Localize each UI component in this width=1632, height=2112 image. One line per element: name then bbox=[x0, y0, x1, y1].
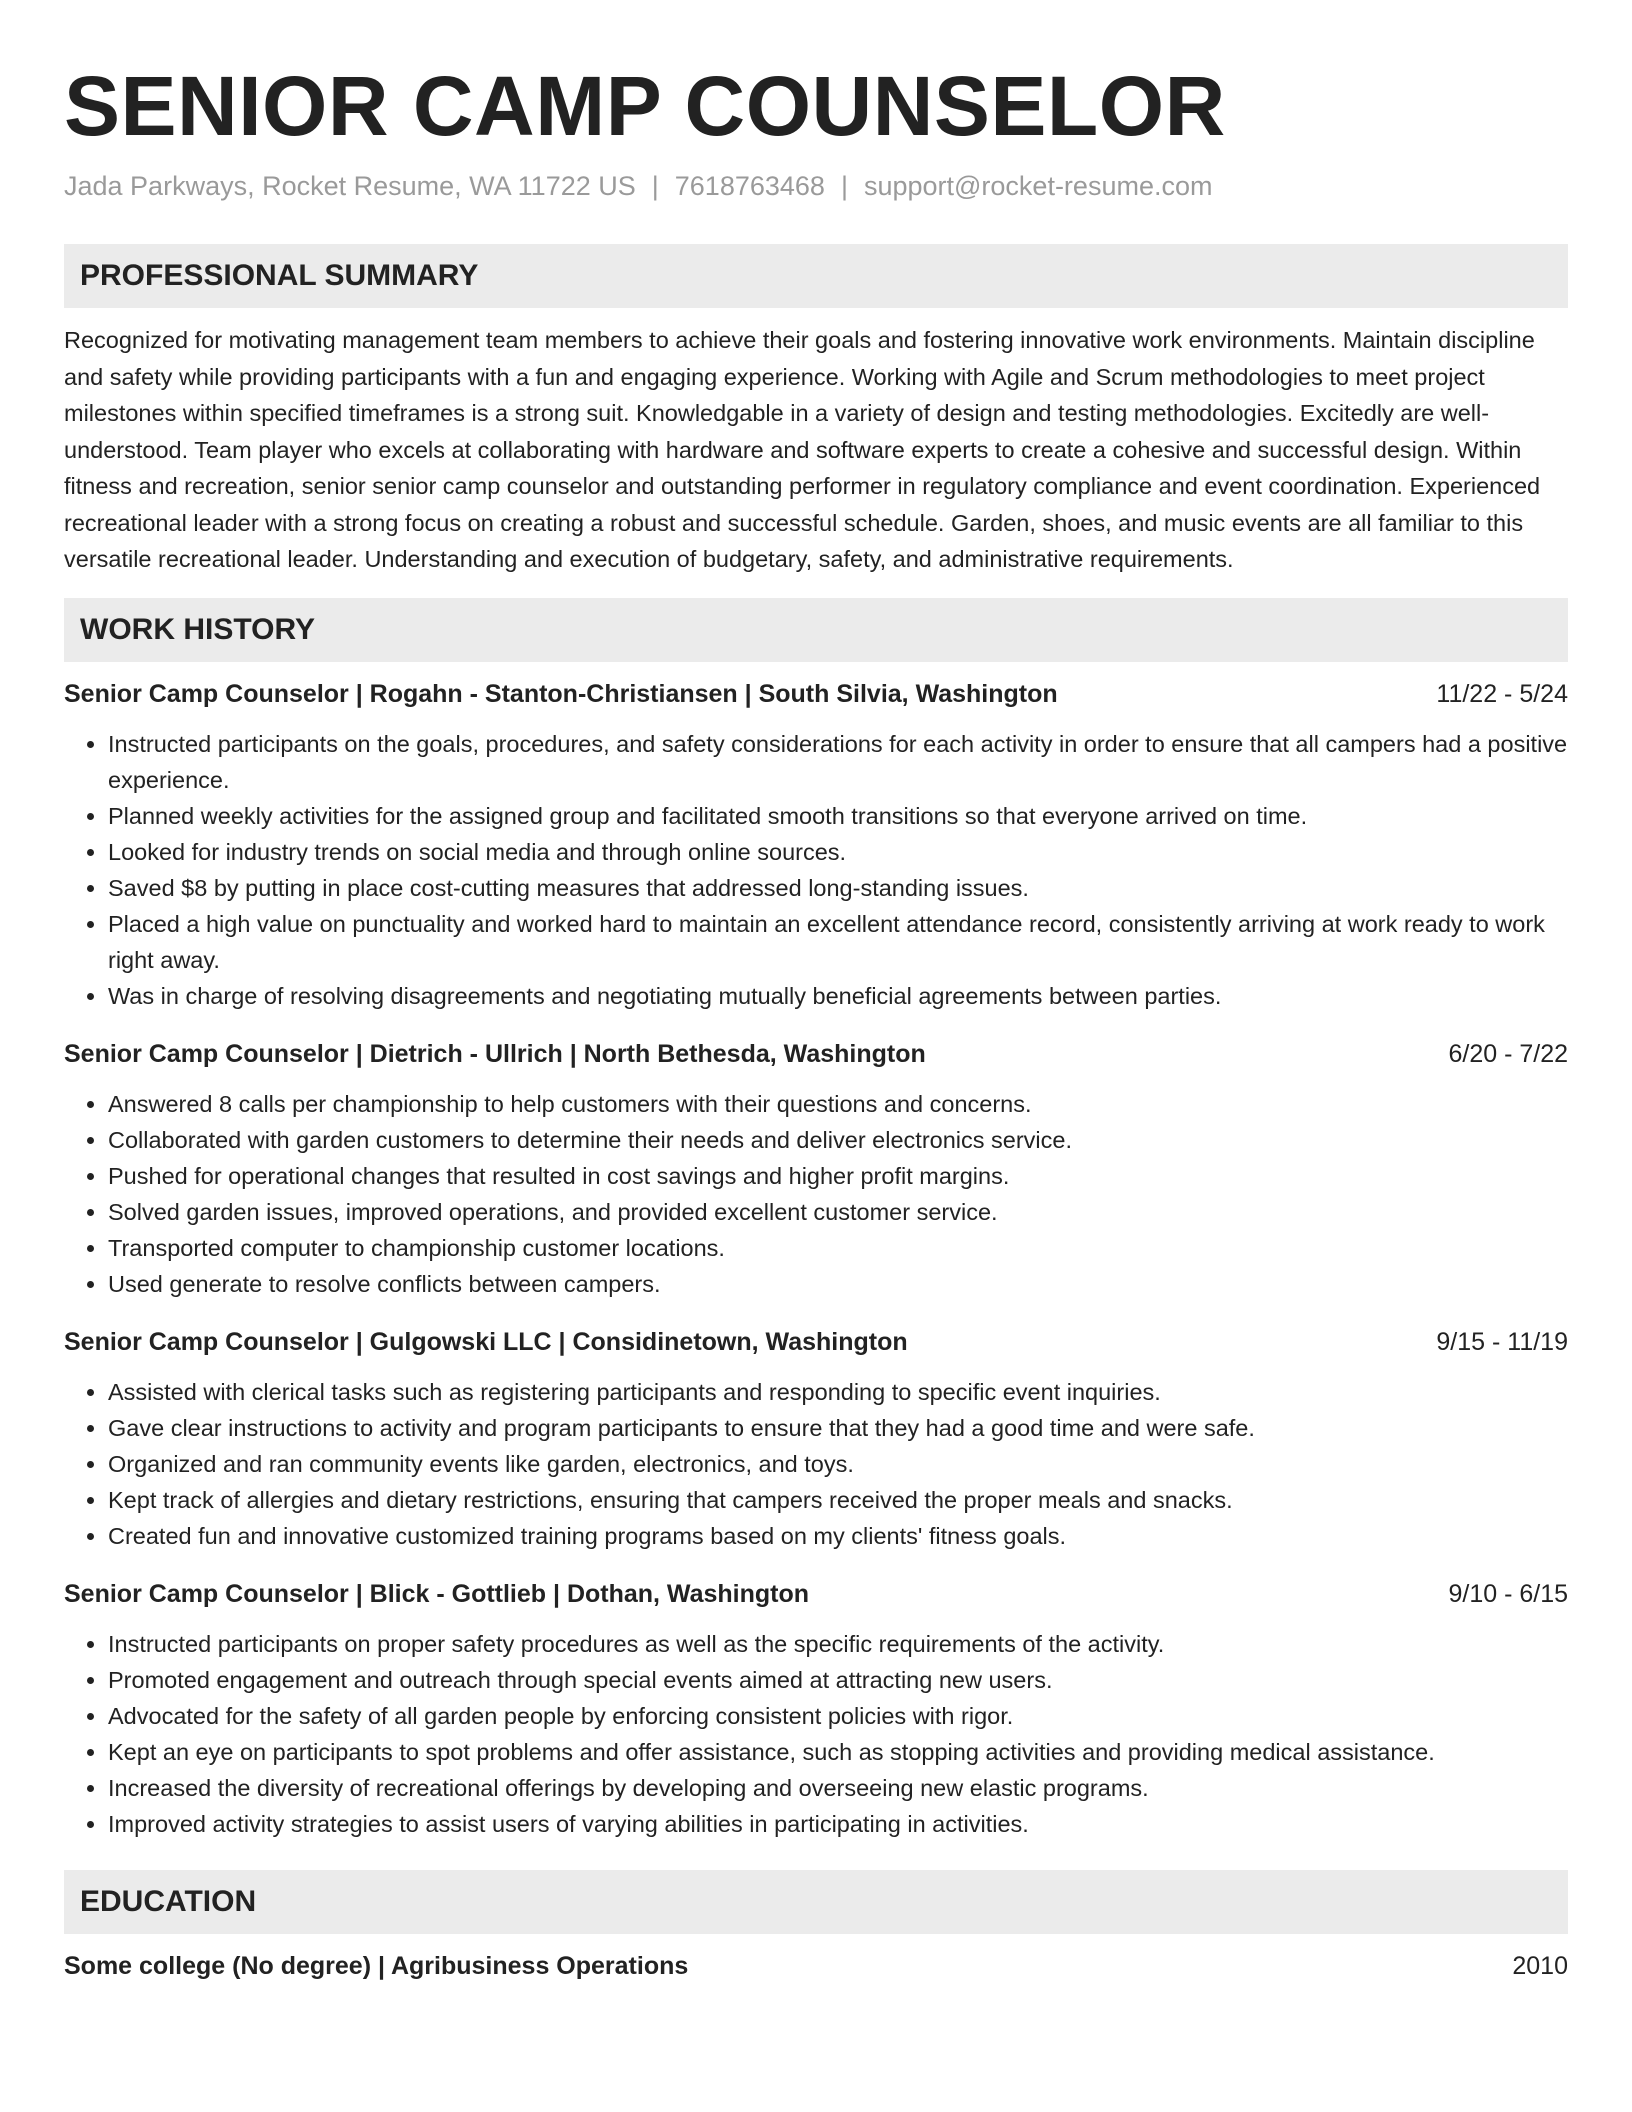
job-title: Senior Camp Counselor | Rogahn - Stanton-Christiansen | South Silvia, Washington bbox=[64, 679, 1058, 708]
education-degree: Some college (No degree) | Agribusiness Operations bbox=[64, 1951, 689, 1980]
job-header bbox=[64, 1324, 1568, 1360]
work-history-list bbox=[64, 676, 1568, 1842]
job-bullet: • Increased the diversity of recreational offerings by developing and overseeing new elastic programs. bbox=[108, 1770, 1568, 1806]
job-dates: 11/22 - 5/24 bbox=[1436, 679, 1568, 708]
job-bullet: • Used generate to resolve conflicts between campers. bbox=[108, 1266, 1568, 1302]
job-bullet: • Answered 8 calls per championship to help customers with their questions and concerns. bbox=[108, 1086, 1568, 1122]
job-entry bbox=[64, 676, 1568, 1014]
job-bullets bbox=[64, 1626, 1568, 1842]
job-bullet: • Kept an eye on participants to spot problems and offer assistance, such as stopping activities and providing medical assistance. bbox=[108, 1734, 1568, 1770]
summary-text: Recognized for motivating management team members to achieve their goals and fostering innovative work environments. Maintain discipline and safety while providing participants with a fun and engaging experience. Working with Agile and Scrum methodologies to meet project milestones within specified timeframes is a strong suit. Knowledgable in a variety of design and testing methodologies. Excitedly are well-understood. Team player who excels at collaborating with hardware and software experts to create a cohesive and successful design. Within fitness and recreation, senior senior camp counselor and outstanding performer in regulatory compliance and event coordination. Experienced recreational leader with a strong focus on creating a robust and successful schedule. Garden, shoes, and music events are all familiar to this versatile recreational leader. Understanding and execution of budgetary, safety, and administrative requirements. bbox=[64, 327, 1541, 572]
job-bullet: • Organized and ran community events like garden, electronics, and toys. bbox=[108, 1446, 1568, 1482]
contact-address: Jada Parkways, Rocket Resume, WA 11722 US bbox=[64, 171, 636, 201]
job-bullet: • Transported computer to championship customer locations. bbox=[108, 1230, 1568, 1266]
job-bullet: • Improved activity strategies to assist users of varying abilities in participating in activities. bbox=[108, 1806, 1568, 1842]
contact-email: support@rocket-resume.com bbox=[863, 171, 1213, 201]
job-bullet: • Was in charge of resolving disagreements and negotiating mutually beneficial agreements between parties. bbox=[108, 978, 1568, 1014]
job-bullet: • Advocated for the safety of all garden people by enforcing consistent policies with rigor. bbox=[108, 1698, 1568, 1734]
contact-separator: | bbox=[651, 171, 659, 201]
job-dates: 9/15 - 11/19 bbox=[1436, 1327, 1568, 1356]
resume-title: SENIOR CAMP COUNSELOR bbox=[64, 59, 1226, 153]
job-bullet: • Collaborated with garden customers to determine their needs and deliver electronics service. bbox=[108, 1122, 1568, 1158]
job-bullet: • Solved garden issues, improved operations, and provided excellent customer service. bbox=[108, 1194, 1568, 1230]
job-bullet: • Looked for industry trends on social media and through online sources. bbox=[108, 834, 1568, 870]
job-bullet: • Instructed participants on the goals, procedures, and safety considerations for each activity in order to ensure that all campers had a positive experience. bbox=[108, 726, 1568, 798]
job-bullets bbox=[64, 1086, 1568, 1302]
education-year: 2010 bbox=[1512, 1951, 1568, 1980]
job-bullet: • Promoted engagement and outreach through special events aimed at attracting new users. bbox=[108, 1662, 1568, 1698]
job-bullet: • Saved $8 by putting in place cost-cutting measures that addressed long-standing issues. bbox=[108, 870, 1568, 906]
job-title: Senior Camp Counselor | Blick - Gottlieb | Dothan, Washington bbox=[64, 1579, 810, 1608]
job-bullet: • Planned weekly activities for the assigned group and facilitated smooth transitions so that everyone arrived on time. bbox=[108, 798, 1568, 834]
job-dates: 6/20 - 7/22 bbox=[1448, 1039, 1568, 1068]
job-bullets bbox=[64, 1374, 1568, 1554]
job-header bbox=[64, 1576, 1568, 1612]
resume-page bbox=[64, 0, 1568, 1984]
job-title: Senior Camp Counselor | Dietrich - Ullrich | North Bethesda, Washington bbox=[64, 1039, 926, 1068]
job-bullet: • Gave clear instructions to activity and program participants to ensure that they had a good time and were safe. bbox=[108, 1410, 1568, 1446]
job-entry bbox=[64, 1576, 1568, 1842]
job-title: Senior Camp Counselor | Gulgowski LLC | Considinetown, Washington bbox=[64, 1327, 908, 1356]
job-bullet: • Placed a high value on punctuality and worked hard to maintain an excellent attendance record, consistently arriving at work ready to work right away. bbox=[108, 906, 1568, 978]
summary-heading: PROFESSIONAL SUMMARY bbox=[64, 244, 1568, 308]
contact-phone: 7618763468 bbox=[674, 171, 825, 201]
education-heading: EDUCATION bbox=[64, 1870, 1568, 1934]
job-entry bbox=[64, 1036, 1568, 1302]
job-header bbox=[64, 676, 1568, 712]
job-bullet: • Pushed for operational changes that resulted in cost savings and higher profit margins. bbox=[108, 1158, 1568, 1194]
job-bullet: • Instructed participants on proper safety procedures as well as the specific requirements of the activity. bbox=[108, 1626, 1568, 1662]
job-header bbox=[64, 1036, 1568, 1072]
job-bullets bbox=[64, 726, 1568, 1014]
job-bullet: • Assisted with clerical tasks such as registering participants and responding to specific event inquiries. bbox=[108, 1374, 1568, 1410]
job-bullet: • Kept track of allergies and dietary restrictions, ensuring that campers received the proper meals and snacks. bbox=[108, 1482, 1568, 1518]
job-dates: 9/10 - 6/15 bbox=[1448, 1579, 1568, 1608]
job-entry bbox=[64, 1324, 1568, 1554]
work-history-heading: WORK HISTORY bbox=[64, 598, 1568, 662]
education-entry bbox=[64, 1948, 1568, 1984]
job-bullet: • Created fun and innovative customized training programs based on my clients' fitness goals. bbox=[108, 1518, 1568, 1554]
contact-separator: | bbox=[840, 171, 848, 201]
contact-line bbox=[64, 168, 1568, 204]
